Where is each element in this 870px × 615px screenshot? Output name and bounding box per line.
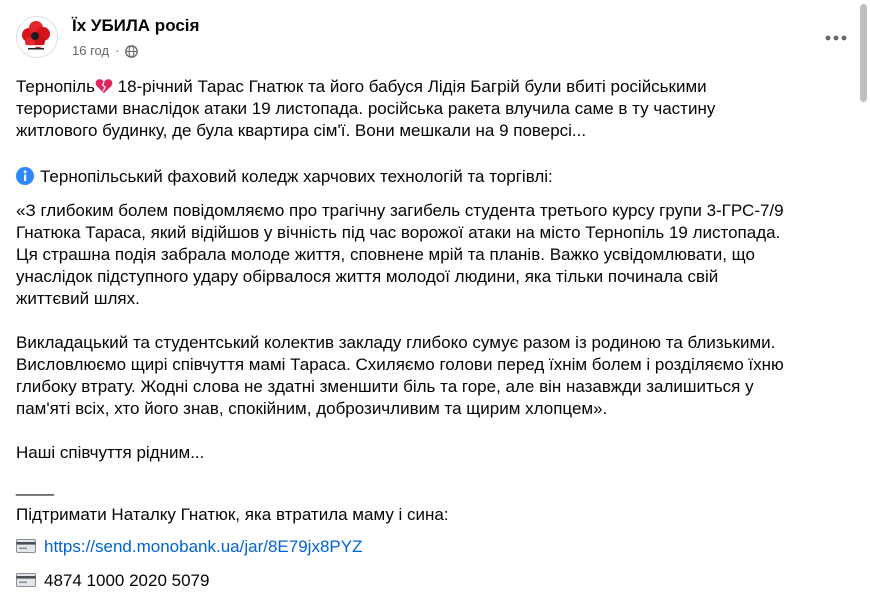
scrollbar[interactable] xyxy=(858,0,870,615)
intro-line-3: житлового будинку, де була квартира сім'ї. Вони мешкали на 9 поверсі... xyxy=(16,121,587,140)
intro-line-1: 18-річний Тарас Гнатюк та його бабуся Лідія Багрій були вбиті російськими xyxy=(112,77,707,96)
statement-line-5: життєвий шлях. xyxy=(16,289,140,308)
paragraph-condolences xyxy=(16,332,784,420)
paragraph-statement xyxy=(16,200,784,310)
paragraph-support: Підтримати Наталку Гнатюк, яка втратила маму і сина: xyxy=(16,505,449,524)
card-number-row xyxy=(16,570,209,592)
poppy-logo xyxy=(17,17,57,57)
condolences-line-3: глибоку втрату. Жодні слова не здатні зменшити біль та горе, але він назавжди залишиться у xyxy=(16,377,754,396)
post-meta xyxy=(72,42,138,60)
paragraph-sympathy: Наші співчуття рідним... xyxy=(16,443,205,462)
post-timestamp[interactable]: 16 год xyxy=(72,43,110,58)
statement-line-3: Ця страшна подія забрала молоде життя, сповнене мрій та планів. Важко усвідомлювати, що xyxy=(16,245,755,264)
statement-line-1: «З глибоким болем повідомляємо про трагічну загибель студента третього курсу групи 3-ГРС-7/9 xyxy=(16,201,784,220)
paragraph-college xyxy=(16,166,553,188)
credit-card-icon xyxy=(16,573,36,587)
condolences-line-1: Викладацький та студентський колектив закладу глибоко сумує разом із родиною та близькими. xyxy=(16,333,776,352)
info-icon xyxy=(16,167,34,185)
card-number: 4874 1000 2020 5079 xyxy=(44,571,210,590)
globe-icon[interactable] xyxy=(125,45,138,58)
more-options-button[interactable] xyxy=(818,24,854,52)
paragraph-intro xyxy=(16,76,715,142)
city-name: Тернопіль xyxy=(16,77,95,96)
broken-heart-icon xyxy=(95,78,113,94)
meta-separator: · xyxy=(115,43,120,58)
statement-line-4: унаслідок підступного удару обірвалося життя молодої людини, яка тільки починала свій xyxy=(16,267,719,286)
donation-link-row xyxy=(16,536,362,558)
more-horizontal-icon xyxy=(825,35,847,41)
college-name: Тернопільський фаховий коледж харчових технологій та торгівлі: xyxy=(40,167,553,186)
scrollbar-thumb[interactable] xyxy=(860,4,867,102)
condolences-line-2: Висловлюємо щирі співчуття мамі Тараса. Схиляємо голови перед їхнім болем і розділяємо їхню xyxy=(16,355,784,374)
donation-link[interactable]: https://send.monobank.ua/jar/8E79jx8PYZ xyxy=(44,537,363,556)
statement-line-2: Гнатюка Тараса, який відійшов у вічність під час ворожої атаки на місто Тернопіль 19 листопада. xyxy=(16,223,781,242)
intro-line-2: терористами внаслідок атаки 19 листопада. російська ракета влучила саме в ту частину xyxy=(16,99,716,118)
divider-text: ____ xyxy=(16,477,54,496)
page-avatar[interactable] xyxy=(16,16,58,58)
condolences-line-4: пам'яті всіх, хто його знав, спокійним, доброзичливим та щирим хлопцем». xyxy=(16,399,608,418)
page-name[interactable]: Їх УБИЛА росія xyxy=(72,16,200,35)
credit-card-icon xyxy=(16,539,36,553)
